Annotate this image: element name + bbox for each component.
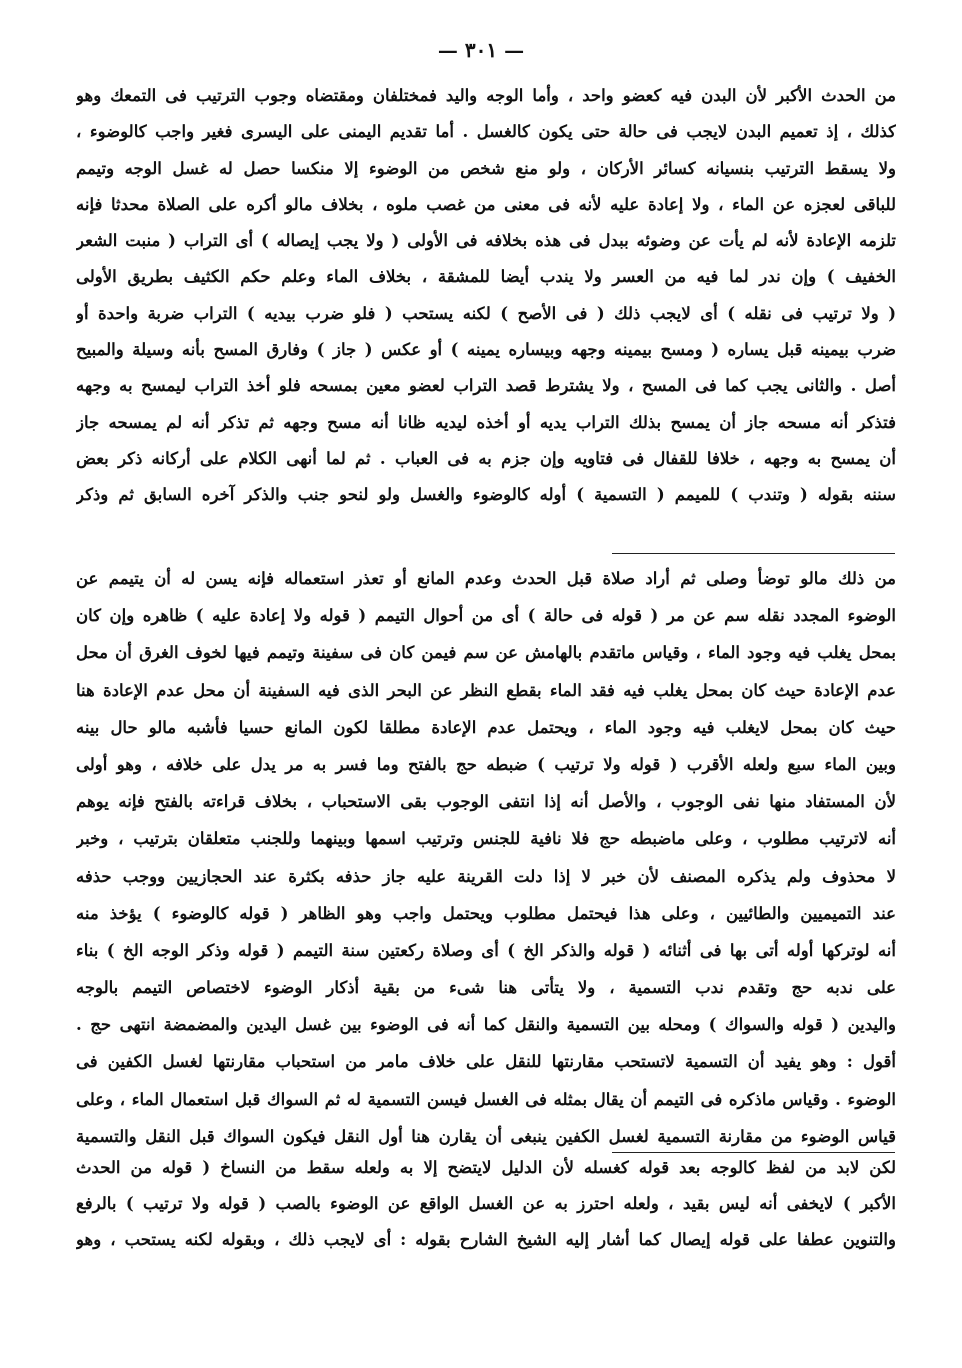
commentary-line: على ندبه حج وتقدم ندب التسمية ، ولا يتأتى هنا شىء من بقية أذكار الوضوء لاختصاص التيمم بالوجه [76, 978, 896, 998]
main-text-line: فتذكر أنه مسحه جاز أن يمسح بذلك التراب يديه أو أخذه ليديه ظانا أنه مسح وجهه ثم تذكر أنه لم يمسحه جاز [76, 412, 896, 432]
commentary-line: عند التميميين والطائيين ، وعلى هذا فيحتمل مطلوب ويحتمل واجب وهو الظاهر ( قوله كالوضوء ) يؤخذ منه [76, 903, 896, 923]
secondary-commentary-line: والتنوين عطفا على قوله إيصال كما أشار إليه الشيخ الشارح بقوله : أى لايجب ذلك ، وبقوله لكنه يستحب ، وهو [76, 1230, 896, 1249]
page-number: — ٣٠١ — [437, 38, 525, 62]
main-text-line: من الحدث الأكبر لأن البدن فيه كعضو واحد ، وأما الوجه واليد فمختلفان ومقتضاه وجوب الترتيب فى التمعك وهو [76, 86, 896, 105]
main-text [76, 78, 896, 514]
main-text-line: تلزمه الإعادة لأنه لم يأت عن وضوئه ببدل فى هذه بخلافه فى الأولى ( ولا يجب إيصاله ) أى التراب ( منبت الشعر [76, 231, 896, 251]
commentary-block [76, 560, 896, 1155]
commentary-line: وبين الماء سبع ولعله الأقرب ( قوله ولا ترتيب ) ضبطه حج بالفتح وما فسر به مر يدل على خلافه ، وهو أولى [76, 754, 896, 774]
main-text-line: سننه بقوله ( وتندب ) للميمم ( التسمية ) أوله كالوضوء والغسل ولو لنحو جنب والذكر آخره السابق ثم وذكر [76, 485, 896, 505]
commentary-line: عدم الإعادة حيث كان بمحل يغلب فيه فقد الماء بقطع النظر عن البحر الذى فيه السفينة أن محل عدم الإعادة هنا [76, 680, 896, 700]
footnote-separator [612, 553, 895, 554]
secondary-commentary-line: الأكبر ) لايخفى أنه ليس بقيد ، ولعله احترز به عن الغسل الواقع عن الوضوء بالصب ( قوله ولا ترتيب ) بالرفع [76, 1194, 896, 1213]
commentary-line: الوضوء المجدد نقله سم عن مر ( قوله فى حالة ) أى من أحوال التيمم ( قوله ولا إعادة عليه ) ظاهره وإن كان [76, 606, 896, 626]
main-text-line: ضرب بيمينه قبل يساره ( ومسح بيمينه وجهه وبيساره يمينه ) أو عكس ( جاز ) وفارق المسح بأنه وسيلة والمبيح [76, 340, 896, 360]
main-text-line: أن يمسح به وجهه ، خلافا للقفال فى فتاويه وإن جزم به فى العباب . ثم لما أنهى الكلام على أركانه ذكر بعض [76, 448, 896, 468]
secondary-commentary-line: لكن لابد من لفظ كالوجه بعد قوله كغسله لأن الدليل لايتضح إلا به ولعله سقط من النساخ ( قوله من الحدث [76, 1158, 896, 1177]
main-text-line: للباقى لعجزه عن الماء ، ولا إعادة عليه لأنه فى معنى من غصب ملوه ، بخلاف مالو أكره على الصلاة محدثا فإنه [76, 194, 896, 214]
commentary-line: الوضوء . وقياس ماذكره فى التيمم أن يقال بمثله فى الغسل فيسن التسمية له ثم السواك قبل استعمال الماء ، وعلى [76, 1089, 896, 1109]
main-text-line: الخفيف ) وإن ندر لما فيه من العسر ولا يندب أيضا للمشقة ، بخلاف الماء وعلم حكم الكثيف بطريق الأولى [76, 267, 896, 287]
main-text-line: ولا يسقط الترتيب بنسيانه كسائر الأركان ، ولو منع شخص من الوضوء إلا منكسا حصل له غسل الوجه وتيمم [76, 158, 896, 178]
secondary-commentary-block [76, 1150, 896, 1258]
commentary-line: قياس الوضوء من مقارنة التسمية لغسل الكفين ينبغى أن يقارن هنا أول النقل فيكون السواك قبل النقل والتسمية [76, 1126, 896, 1146]
commentary-line: أقول : وهو يفيد أن التسمية لاتستحب مقارنتها للنقل على خلاف مامر من استحباب مقارنتها لغسل الكفين فى [76, 1052, 896, 1072]
main-text-line: ( ولا ترتيب فى نقله ) أى لايجب ذلك ( فى الأصح ) لكنه يستحب ( فلو ضرب بيديه ) التراب ضربة واحدة أو [76, 303, 896, 323]
commentary-line: أنه لاترتيب مطلوب ، وعلى ماضبطه حج فلا نافية للجنس وترتيب اسمها وبينهما وللجنب متعلقان بترتيب ، وخبر [76, 829, 896, 849]
commentary-line: بمحل يغلب فيه وجود الماء ، وقياس ماتقدم بالهامش عن سم فيمن كان فى سفينة وتيمم فيها لخوف الغرق أن محل [76, 643, 896, 663]
commentary-line: واليدين ( قوله والسواك ) ومحله بين التسمية والنقل كما أنه فى الوضوء بين غسل اليدين والمضمضة انتهى حج . [76, 1015, 896, 1035]
commentary-line: من ذلك مالو توضأ وصلى ثم أراد صلاة قبل الحدث وعدم المانع أو تعذر استعماله فإنه يسن له أن يتيمم عن [76, 569, 896, 588]
commentary-line: لا محذوف ولم يذكره المصنف لأن خبر لا إذا دلت القرينة عليه جاز حذفه بكثرة عند الحجازيين ووجب حذفه [76, 866, 896, 886]
commentary-line: حيث كان بمحل لايغلب فيه وجود الماء ، ويحتمل عدم الإعادة مطلقا لكون المانع حسيا فأشبه مالو حال بينه [76, 717, 896, 737]
commentary-line: أنه لوتركها أوله أتى بها فى أثنائه ( قوله والذكر الخ ) أى وصلاة ركعتين سنة التيمم ( قوله وذكر الوجه الخ ) بناء [76, 940, 896, 960]
main-text-line: أصل . والثانى يجب كما فى المسح ، ولا يشترط قصد التراب لعضو معين بمسحه فلو أخذ التراب ليمسح به وجهه [76, 376, 896, 396]
main-text-line: كذلك ، إذ تعميم البدن لايجب فى حالة حتى يكون كالغسل . أما تقديم اليمنى على اليسرى فغير واجب كالوضوء ، [76, 122, 896, 142]
commentary-line: لأن المستفاد منها نفى الوجوب ، والأصل أنه إذا انتفى الوجوب بقى الاستحباب ، بخلاف قراءته بالفتح فإنه يوهم [76, 792, 896, 812]
